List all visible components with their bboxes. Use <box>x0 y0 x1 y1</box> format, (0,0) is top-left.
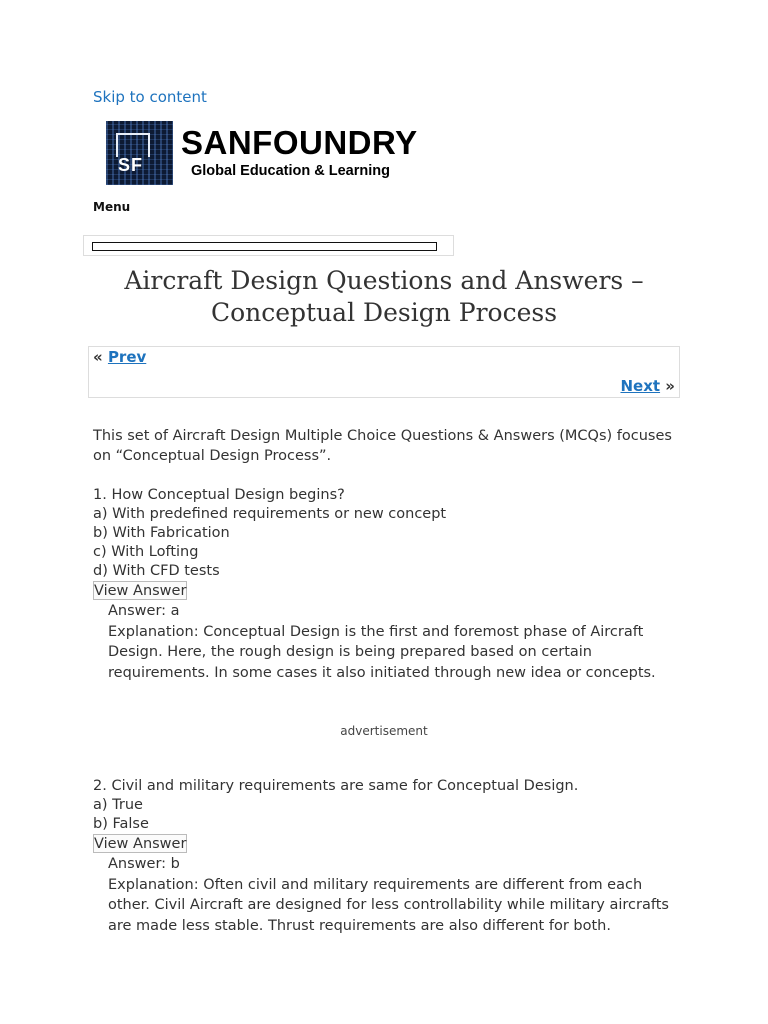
prev-link[interactable]: Prev <box>107 348 147 366</box>
option-a: a) With predefined requirements or new concept <box>93 506 447 522</box>
answer-panel <box>108 601 683 683</box>
question-block <box>93 485 683 683</box>
option-d: d) With CFD tests <box>93 563 220 579</box>
question-text: 1. How Conceptual Design begins? <box>93 487 345 503</box>
view-answer-button[interactable]: View Answer <box>94 583 187 599</box>
logo-brand-name: SANFOUNDRY <box>181 124 418 161</box>
logo-tagline: Global Education & Learning <box>191 163 390 179</box>
option-c: c) With Lofting <box>93 544 199 560</box>
advertisement-label: advertisement <box>340 724 428 738</box>
option-b: b) False <box>93 816 149 832</box>
intro-text: This set of Aircraft Design Multiple Choice Questions & Answers (MCQs) focuses on “Conceptual Design Process”. <box>93 428 672 464</box>
explanation-text: Explanation: Conceptual Design is the first and foremost phase of Aircraft Design. Here, the rough design is being prepared based on certain requirements. In some cases it also initiated through new idea or concepts. <box>108 623 656 681</box>
page-title: Aircraft Design Questions and Answers – Conceptual Design Process <box>124 266 644 327</box>
answer-text: Answer: b <box>108 856 180 872</box>
logo-mark-icon <box>106 121 173 185</box>
search-input[interactable] <box>92 242 437 251</box>
next-arrow-icon: » <box>665 377 675 395</box>
option-b: b) With Fabrication <box>93 525 230 541</box>
explanation-text: Explanation: Often civil and military requirements are different from each other. Civil Aircraft are designed for less controllability while military aircrafts are made less stable. Thrust requirements are also different for both. <box>108 876 669 934</box>
option-a: a) True <box>93 797 143 813</box>
site-logo[interactable] <box>106 121 458 185</box>
logo-mark-letters: SF <box>118 155 144 175</box>
logo-text <box>181 125 418 181</box>
answer-panel <box>108 854 683 936</box>
pager-prev <box>93 348 146 366</box>
pager-next <box>620 377 675 395</box>
prev-arrow-icon: « <box>93 348 103 366</box>
answer-text: Answer: a <box>108 603 180 619</box>
logo-mark-frame <box>116 133 150 157</box>
article-content <box>93 426 683 936</box>
skip-to-content-link[interactable]: Skip to content <box>93 88 207 106</box>
question-text: 2. Civil and military requirements are same for Conceptual Design. <box>93 778 579 794</box>
menu-toggle[interactable]: Menu <box>93 200 131 214</box>
search-form <box>83 235 454 256</box>
view-answer-button[interactable]: View Answer <box>94 836 187 852</box>
next-link[interactable]: Next <box>620 377 661 395</box>
post-pagination <box>88 346 680 398</box>
question-block <box>93 776 683 936</box>
